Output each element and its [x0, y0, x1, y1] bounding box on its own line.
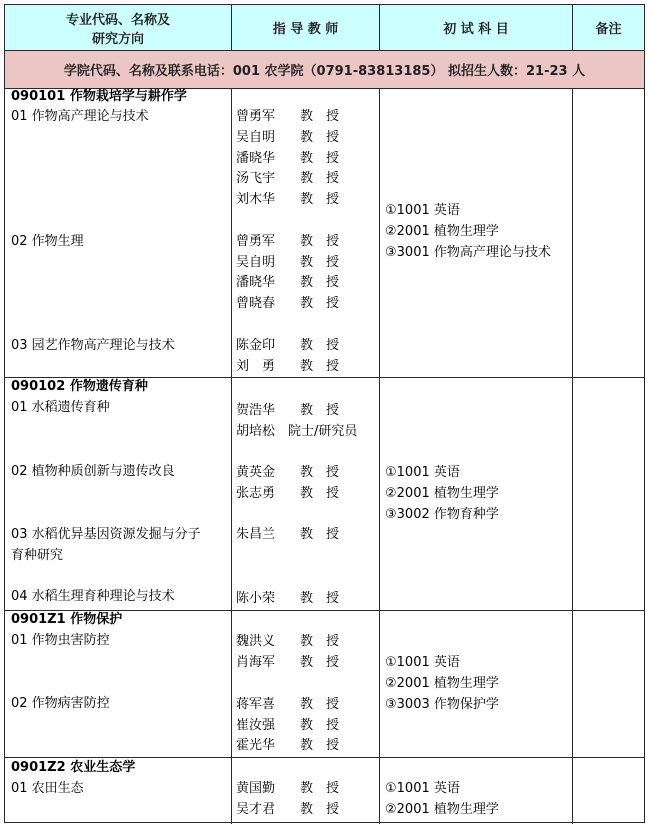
advisor-name: 潘晓华 — [236, 151, 276, 166]
advisor-name: 曾勇军 — [236, 234, 276, 249]
advisor-title: 教 授 — [300, 359, 340, 374]
direction-label: 02 作物病害防控 — [11, 696, 110, 711]
header-major-line1: 专业代码、名称及 — [65, 12, 170, 28]
advisor-title: 教 授 — [300, 338, 340, 353]
advisor-title: 教 授 — [300, 591, 340, 606]
divider — [572, 5, 573, 50]
header-major-line2: 研究方向 — [91, 31, 144, 47]
major-name: 作物栽培学与耕作学 — [69, 89, 187, 104]
advisor-title: 教 授 — [300, 171, 340, 186]
advisor-title: 教 授 — [300, 403, 340, 418]
header-exam: 初 试 科 目 — [380, 5, 572, 50]
major-name: 作物保护 — [70, 612, 123, 627]
header-major — [5, 5, 231, 50]
advisor-title: 教 授 — [300, 486, 340, 501]
exam-subject: ③3001 作物高产理论与技术 — [385, 245, 551, 260]
exam-subject: ①1001 英语 — [385, 781, 460, 796]
advisor-title: 院士/研究员 — [288, 424, 358, 439]
major-title — [11, 379, 148, 395]
exam-subject: ①1001 英语 — [385, 203, 460, 218]
major-code: 0901Z1 — [11, 612, 66, 627]
advisor-name: 贺浩华 — [236, 403, 276, 418]
major-code: 090102 — [11, 379, 66, 394]
direction-label: 03 水稻优异基因资源发掘与分子 — [11, 527, 201, 542]
advisor-title: 教 授 — [300, 634, 340, 649]
advisor-title: 教 授 — [300, 234, 340, 249]
advisor-name: 魏洪义 — [236, 634, 276, 649]
divider — [5, 377, 644, 378]
advisor-name: 陈小荣 — [236, 591, 276, 606]
advisor-name: 蒋军喜 — [236, 697, 276, 712]
advisor-name: 崔汝强 — [236, 718, 276, 733]
advisor-name: 黄英金 — [236, 465, 276, 480]
advisor-name: 曾勇军 — [236, 109, 276, 124]
college-banner: 学院代码、名称及联系电话：001 农学院（0791-83813185） 拟招生人数：21-23 人 — [5, 51, 644, 88]
direction-label: 01 作物虫害防控 — [11, 633, 110, 648]
exam-subject: ②2001 植物生理学 — [385, 676, 499, 691]
header-advisor: 指 导 教 师 — [232, 5, 379, 50]
advisor-name: 潘晓华 — [236, 275, 276, 290]
advisor-title: 教 授 — [300, 130, 340, 145]
divider — [572, 89, 573, 824]
direction-label-cont: 育种研究 — [11, 548, 64, 563]
direction-label: 02 植物种质创新与遗传改良 — [11, 464, 175, 479]
exam-subject: ③3002 作物育种学 — [385, 507, 499, 522]
advisor-title: 教 授 — [300, 151, 340, 166]
major-title — [11, 89, 187, 105]
major-title — [11, 612, 122, 628]
divider — [5, 610, 644, 611]
advisor-name: 刘 勇 — [236, 359, 276, 374]
advisor-name: 朱昌兰 — [236, 527, 276, 542]
exam-subject: ②2001 植物生理学 — [385, 224, 499, 239]
divider — [5, 757, 644, 758]
advisor-name: 吴才君 — [236, 802, 276, 817]
advisor-name: 肖海军 — [236, 655, 276, 670]
direction-label: 01 农田生态 — [11, 781, 84, 796]
advisor-title: 教 授 — [300, 275, 340, 290]
advisor-title: 教 授 — [300, 697, 340, 712]
advisor-name: 吴自明 — [236, 130, 276, 145]
advisor-name: 胡培松 — [236, 424, 276, 439]
advisor-title: 教 授 — [300, 296, 340, 311]
direction-label: 03 园艺作物高产理论与技术 — [11, 338, 175, 353]
advisor-name: 吴自明 — [236, 255, 276, 270]
direction-label: 01 作物高产理论与技术 — [11, 109, 149, 124]
advisor-name: 汤飞宇 — [236, 171, 276, 186]
advisor-title: 教 授 — [300, 738, 340, 753]
advisor-name: 陈金印 — [236, 338, 276, 353]
exam-subject: ③3003 作物保护学 — [385, 697, 499, 712]
major-name: 作物遗传育种 — [69, 379, 148, 394]
advisor-title: 教 授 — [300, 527, 340, 542]
advisor-name: 张志勇 — [236, 486, 276, 501]
direction-label: 04 水稻生理育种理论与技术 — [11, 589, 175, 604]
advisor-title: 教 授 — [300, 192, 340, 207]
advisor-title: 教 授 — [300, 255, 340, 270]
advisor-name: 黄国勤 — [236, 781, 276, 796]
divider — [231, 89, 232, 824]
exam-subject: ①1001 英语 — [385, 465, 460, 480]
exam-subject: ②2001 植物生理学 — [385, 486, 499, 501]
advisor-title: 教 授 — [300, 781, 340, 796]
major-code: 0901Z2 — [11, 760, 66, 775]
major-code: 090101 — [11, 89, 66, 104]
advisor-name: 刘木华 — [236, 192, 276, 207]
header-remark: 备注 — [573, 5, 644, 50]
advisor-name: 曾晓春 — [236, 296, 276, 311]
direction-label: 02 作物生理 — [11, 234, 84, 249]
divider — [379, 89, 380, 824]
divider — [379, 5, 380, 50]
exam-subject: ①1001 英语 — [385, 655, 460, 670]
advisor-title: 教 授 — [300, 802, 340, 817]
exam-subject: ②2001 植物生理学 — [385, 802, 499, 817]
divider — [231, 5, 232, 50]
major-name: 农业生态学 — [70, 760, 136, 775]
advisor-title: 教 授 — [300, 655, 340, 670]
major-title — [11, 760, 135, 776]
enrollment-table — [4, 4, 645, 823]
advisor-title: 教 授 — [300, 465, 340, 480]
advisor-title: 教 授 — [300, 718, 340, 733]
advisor-title: 教 授 — [300, 109, 340, 124]
advisor-name: 霍光华 — [236, 738, 276, 753]
direction-label: 01 水稻遗传育种 — [11, 400, 110, 415]
